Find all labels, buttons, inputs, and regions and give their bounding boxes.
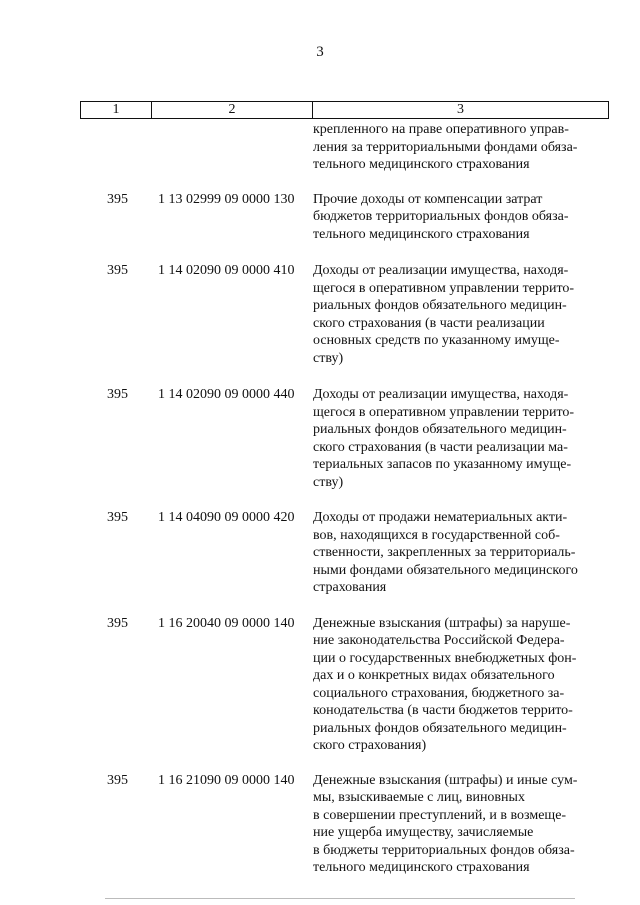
description-line: дах и о конкретных видах обязательного: [313, 668, 555, 683]
admin-code: 395: [107, 191, 128, 207]
description-line: риальных фондов обязательного медицин-: [313, 298, 567, 313]
budget-code: 1 13 02999 09 0000 130: [158, 191, 295, 207]
table-row: [0, 509, 640, 597]
income-description: [313, 191, 613, 244]
budget-code: 1 14 02090 09 0000 440: [158, 387, 295, 402]
description-line: ского страхования (в части реализации ма-: [313, 439, 568, 455]
description-line: социального страхования, бюджетного за-: [313, 685, 565, 701]
description-line: ству): [313, 474, 344, 490]
description-line: териальных запасов по указанному имуще-: [313, 457, 572, 472]
header-col-3: 3: [457, 102, 464, 117]
description-line: ского страхования): [313, 738, 427, 753]
income-description: [313, 509, 613, 597]
description-line: ственности, закрепленных за территориаль-: [313, 545, 576, 560]
description-line: тельного медицинского страхования: [313, 226, 530, 242]
income-description: [313, 121, 613, 174]
table-body: [0, 121, 640, 877]
budget-code: 1 16 21090 09 0000 140: [158, 772, 295, 788]
description-line: страхования: [313, 580, 387, 595]
page-number: 3: [316, 44, 324, 60]
budget-code: 1 14 02090 09 0000 410: [158, 263, 295, 278]
description-line: щегося в оперативном управлении террито-: [313, 280, 575, 296]
table-header: [80, 101, 609, 119]
header-col-2: 2: [152, 102, 313, 118]
table-row: [0, 386, 640, 491]
description-line: ние законодательства Российской Федера-: [313, 633, 565, 648]
income-description: [313, 772, 613, 877]
table-row: [0, 191, 640, 244]
budget-code: 1 16 20040 09 0000 140: [158, 615, 295, 631]
description-line: Прочие доходы от компенсации затрат: [313, 191, 543, 207]
description-line: бюджетов территориальных фондов обяза-: [313, 209, 569, 224]
table-row: [0, 262, 640, 367]
description-line: вов, находящихся в государственной соб-: [313, 527, 560, 543]
table-row: [0, 772, 640, 877]
description-line: тельного медицинского страхования: [313, 157, 530, 172]
table-row: [0, 121, 640, 174]
description-line: мы, взыскиваемые с лиц, виновных: [313, 790, 525, 805]
description-line: крепленного на праве оперативного управ-: [313, 122, 569, 137]
header-col-1: 1: [81, 102, 152, 118]
description-line: ние ущерба имуществу, зачисляемые: [313, 825, 534, 840]
page-bottom-divider: [105, 898, 575, 899]
admin-code: 395: [107, 772, 128, 788]
description-line: риальных фондов обязательного медицин-: [313, 422, 567, 437]
admin-code: 395: [107, 510, 128, 525]
income-description: [313, 262, 613, 367]
description-line: Денежные взыскания (штрафы) за наруше-: [313, 615, 571, 631]
admin-code: 395: [107, 615, 128, 631]
admin-code: 395: [107, 263, 128, 278]
admin-code: 395: [107, 387, 128, 402]
income-description: [313, 615, 613, 755]
description-line: в совершении преступлений, и в возмеще-: [313, 807, 567, 823]
description-line: ству): [313, 350, 344, 366]
description-line: Доходы от продажи нематериальных акти-: [313, 510, 568, 525]
description-line: ления за территориальными фондами обяза-: [313, 139, 578, 155]
description-line: ными фондами обязательного медицинского: [313, 562, 578, 578]
description-line: Доходы от реализации имущества, находя-: [313, 263, 569, 278]
description-line: щегося в оперативном управлении террито-: [313, 404, 575, 420]
description-line: ского страхования (в части реализации: [313, 315, 545, 331]
description-line: ции о государственных внебюджетных фон-: [313, 650, 577, 666]
description-line: Денежные взыскания (штрафы) и иные сум-: [313, 772, 578, 788]
description-line: конодательства (в части бюджетов террито-: [313, 703, 573, 718]
description-line: Доходы от реализации имущества, находя-: [313, 387, 569, 402]
budget-code: 1 14 04090 09 0000 420: [158, 510, 295, 525]
description-line: основных средств по указанному имуще-: [313, 333, 560, 348]
description-line: риальных фондов обязательного медицин-: [313, 720, 567, 736]
income-description: [313, 386, 613, 491]
table-row: [0, 615, 640, 755]
description-line: тельного медицинского страхования: [313, 860, 530, 875]
description-line: в бюджеты территориальных фондов обяза-: [313, 842, 575, 858]
